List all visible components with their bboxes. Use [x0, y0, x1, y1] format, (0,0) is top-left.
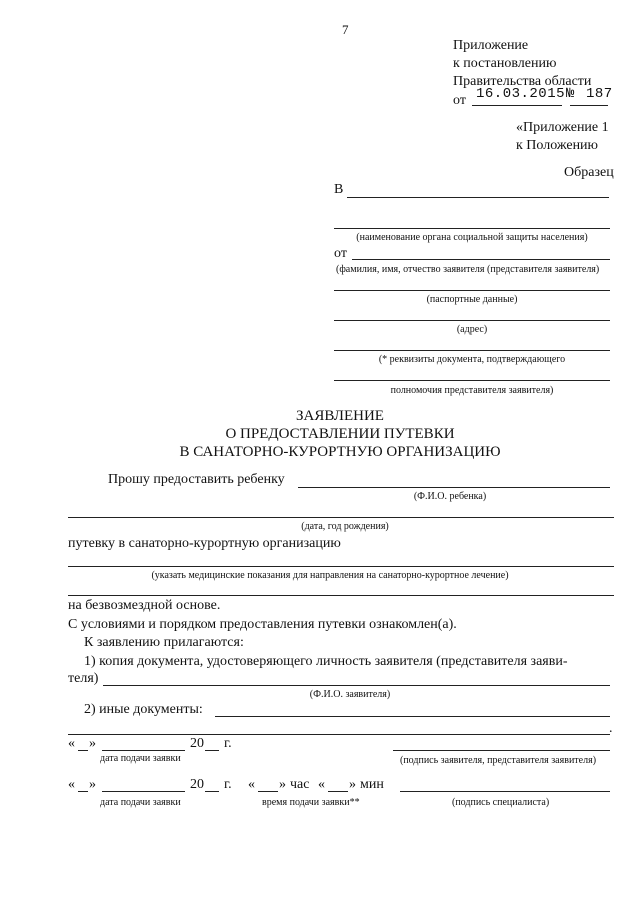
- request-text: Прошу предоставить ребенку: [108, 472, 285, 487]
- passport-caption: (паспортные данные): [426, 294, 518, 305]
- attached-text: К заявлению прилагаются:: [84, 635, 244, 650]
- header-number: 187: [586, 86, 613, 102]
- applicant-sign-line: [393, 750, 610, 751]
- org-field-line: [334, 228, 610, 229]
- doc-field-line: [334, 350, 610, 351]
- header-date: 16.03.2015: [476, 86, 566, 102]
- birth-caption: (дата, год рождения): [301, 521, 389, 532]
- hour-label: час: [290, 777, 310, 792]
- year2-suffix: г.: [224, 777, 232, 792]
- medical-line-2: [68, 595, 614, 596]
- child-caption: (Ф.И.О. ребенка): [413, 491, 487, 502]
- address-caption: (адрес): [456, 324, 488, 335]
- address-field-line: [334, 320, 610, 321]
- appendix-line-2: к Положению: [516, 138, 599, 153]
- min-quote-close: »: [349, 777, 356, 792]
- doc-caption-2: полномочия представителя заявителя): [390, 385, 554, 396]
- min-field-line: [328, 791, 348, 792]
- free-basis-text: на безвозмездной основе.: [68, 598, 221, 613]
- day-field-line: [78, 750, 88, 751]
- date-quote-close: »: [89, 736, 96, 751]
- title-line-1: ЗАЯВЛЕНИЕ: [296, 408, 384, 424]
- year2-prefix: 20: [190, 777, 204, 792]
- to-label: В: [334, 182, 344, 197]
- medical-line: [68, 566, 614, 567]
- min-label: мин: [360, 777, 384, 792]
- doc-caption-1: (* реквизиты документа, подтверждающего: [378, 354, 566, 365]
- header-from-label: от: [453, 93, 466, 108]
- child-name-line: [298, 487, 610, 488]
- from-label: от: [334, 246, 347, 261]
- header-line-2: к постановлению: [453, 56, 557, 71]
- passport-field-line: [334, 290, 610, 291]
- year-suffix: г.: [224, 736, 232, 751]
- year-prefix: 20: [190, 736, 204, 751]
- acquainted-text: С условиями и порядком предоставления путевки ознакомлен(а).: [68, 617, 457, 632]
- submit-time-caption: время подачи заявки**: [262, 797, 360, 808]
- submit-date-caption-2: дата подачи заявки: [100, 797, 181, 808]
- header-number-sign: №: [566, 86, 575, 102]
- item-2-text: 2) иные документы:: [84, 702, 203, 717]
- applicant-name-caption: (Ф.И.О. заявителя): [309, 689, 391, 700]
- from-field-line: [352, 259, 610, 260]
- date-quote-open: «: [68, 736, 75, 751]
- header-line-1: Приложение: [453, 38, 529, 53]
- title-line-3: В САНАТОРНО-КУРОРТНУЮ ОРГАНИЗАЦИЮ: [179, 444, 501, 460]
- applicant-name-line: [103, 685, 610, 686]
- year-field-line: [205, 750, 219, 751]
- title-line-2: О ПРЕДОСТАВЛЕНИИ ПУТЕВКИ: [225, 426, 455, 442]
- date2-quote-open: «: [68, 777, 75, 792]
- header-line-3: Правительства области: [453, 74, 592, 89]
- medical-caption: (указать медицинские показания для направления на санаторно-курортное лечение): [151, 570, 509, 581]
- item-1-continued: теля): [68, 671, 99, 686]
- applicant-caption: (фамилия, имя, отчество заявителя (представителя заявителя): [336, 264, 600, 275]
- applicant-sign-caption: (подпись заявителя, представителя заявителя): [400, 755, 597, 766]
- date2-quote-close: »: [89, 777, 96, 792]
- day2-field-line: [78, 791, 88, 792]
- sample-label: Образец: [564, 165, 614, 180]
- appendix-line-1: «Приложение 1: [516, 120, 609, 135]
- other-docs-line: [215, 716, 610, 717]
- min-quote-open: «: [318, 777, 325, 792]
- other-docs-line-2: [68, 734, 610, 735]
- header-number-underline: [570, 105, 608, 106]
- org-caption: (наименование органа социальной защиты населения): [356, 232, 588, 243]
- specialist-sign-caption: (подпись специалиста): [452, 797, 550, 808]
- page-number: 7: [342, 22, 349, 37]
- month-field-line: [102, 750, 185, 751]
- submit-date-caption: дата подачи заявки: [100, 753, 181, 764]
- doc-field-line-2: [334, 380, 610, 381]
- voucher-text: путевку в санаторно-курортную организацию: [68, 536, 341, 551]
- header-date-underline: [472, 105, 562, 106]
- item-1-text: 1) копия документа, удостоверяющего личность заявителя (представителя заяви-: [84, 654, 568, 669]
- year2-field-line: [205, 791, 219, 792]
- hour-quote-open: «: [248, 777, 255, 792]
- birth-date-line: [68, 517, 614, 518]
- hour-quote-close: »: [279, 777, 286, 792]
- specialist-sign-line: [400, 791, 610, 792]
- hour-field-line: [258, 791, 278, 792]
- to-field-line: [347, 197, 609, 198]
- other-docs-period: .: [609, 721, 613, 736]
- month2-field-line: [102, 791, 185, 792]
